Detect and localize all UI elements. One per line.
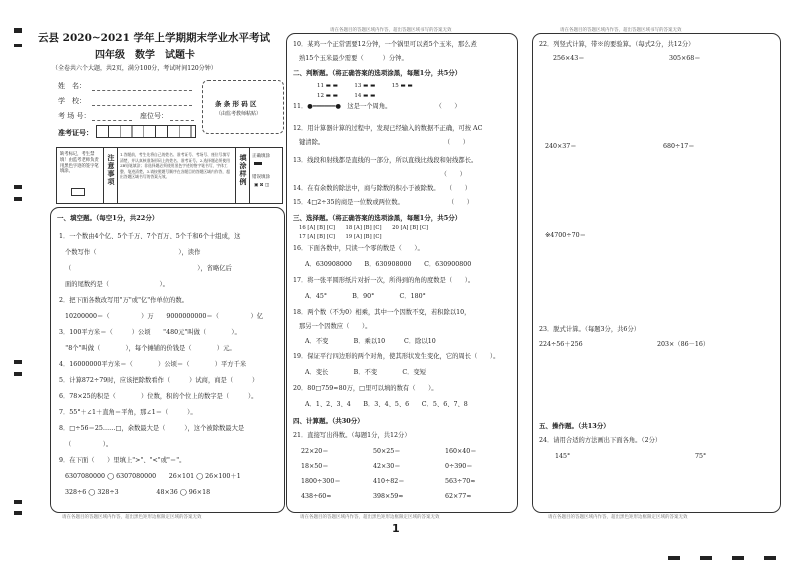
side-mark [14, 185, 22, 189]
q22-prompt: 22．列竖式计算，带※的要验算。（每式2分，共12分） [539, 41, 695, 48]
q16-options: A．630908000 B．630908000 C．630900800 [305, 261, 472, 268]
section-calc: 四、计算题。（共30分） [293, 417, 364, 425]
side-mark [14, 197, 22, 201]
q18-line1: 18．两个数（不为0）相乘，其中一个因数不变，若积除以10， [293, 309, 471, 316]
q17-options: A．45° B．90° C．180° [305, 293, 426, 300]
q23-prompt: 23．脱式计算。（每题3分，共6分） [539, 326, 641, 333]
q4-line: 4．16000000平方米＝（ ）公顷＝（ ）平方千米 [59, 361, 247, 368]
q9-row2: 328÷6 ◯ 328÷3 48×36 ◯ 96×18 [65, 489, 211, 496]
q6-line: 6．78×25的积是（ ）位数，积的个位上的数字是（ ）。 [59, 393, 258, 400]
seat-label: 座位号： [140, 112, 168, 120]
fill-wrong-label: 错误填涂 [252, 175, 270, 180]
q12-line2: 键清除。 （ ） [299, 139, 470, 146]
q1-line3: （ ），省略亿后 [65, 265, 232, 272]
side-mark [14, 511, 22, 515]
calc-item: 62×77≈ [445, 493, 472, 500]
q20-options: A．1、2、3、4 B．3、4、5、6 C．5、6、7、8 [305, 401, 468, 408]
calc-item: 50×25＝ [373, 448, 401, 455]
step-calc-1: 224÷56＋256 [539, 341, 583, 348]
notice-title: 注意事项 [107, 154, 116, 186]
name-label: 姓 名： [58, 82, 86, 90]
q9-row1: 6307080000 ◯ 6307080000 26×101 ◯ 26×100＋1 [65, 473, 241, 480]
answer-panel-2 [286, 33, 518, 513]
bottom-mark [700, 556, 712, 560]
side-mark [14, 360, 22, 364]
q21-prompt: 21．直接写出得数。（每题1分，共12分） [293, 432, 411, 439]
calc-item: 438÷60≈ [301, 493, 332, 500]
judge-row-2[interactable]: 12 ▬ ▬ 14 ▬ ▬ [317, 93, 376, 99]
barcode-title: 条 条 形 码 区 [215, 100, 257, 108]
q1-line1: 1．一个数由4个亿、5个千万、7个百万、5个千和6个十组成，这 [59, 233, 241, 240]
name-field[interactable] [92, 90, 192, 91]
calc-item: 563÷70≈ [445, 478, 476, 485]
q1-line4: 面的尾数约是（ ）。 [65, 281, 169, 288]
absent-mark-box[interactable] [71, 188, 85, 196]
q17-line: 17．将一张平圆形纸片对折一次，所得到的角的度数是（ ）。 [293, 277, 475, 284]
q8-line: 8．□÷56＝25……□，余数最大是（ ），这个被除数最大是 [59, 425, 245, 432]
calc-item: 1800÷300＝ [301, 478, 341, 485]
q10-line1: 10．某鸡一个正常需要12分钟，一个锅里可以煮5个玉米，那么煮 [293, 41, 477, 48]
calc-item: 42×30＝ [373, 463, 401, 470]
fill-title: 填涂样例 [239, 154, 248, 186]
exam-room-field[interactable] [92, 120, 132, 121]
q2-items: 10200000＝（ ）万 9000000000＝（ ）亿 [65, 313, 264, 320]
answer-panel-1 [50, 207, 285, 513]
side-mark [14, 372, 22, 376]
q16-line: 16．下面各数中，只读一个零的数是（ ）。 [293, 245, 424, 252]
vertical-calc-1: 256×43＝ [553, 55, 585, 62]
fill-wrong-sample: ▣ ⊠ ◫ [254, 183, 270, 188]
q14-line: 14．在有余数的除法中，商与除数的积小于被除数。 （ ） [293, 185, 472, 192]
section-judge: 二、判断题。（将正确答案的选项涂黑，每题1分，共5分） [293, 69, 462, 77]
choice-row-2[interactable]: 17 [A] [B] [C] 19 [A] [B] [C] [299, 234, 382, 240]
calc-item: 0÷390＝ [445, 463, 473, 470]
q13-line1: 13．线段和射线都是直线的一部分，所以直线比线段和射线都长。 [293, 157, 478, 164]
side-mark [14, 500, 22, 504]
notice-box [56, 147, 283, 204]
school-field[interactable] [92, 105, 192, 106]
q8-line2: （ ）。 [65, 441, 113, 448]
angle-145: 145° [555, 453, 571, 460]
id-boxes[interactable] [96, 125, 196, 138]
answer-panel-3 [532, 33, 781, 513]
exam-info: （全卷共六个大题，共2页，满分100分，考试时间120分钟） [52, 65, 217, 72]
bottom-mark [668, 556, 680, 560]
calc-item: 398×59≈ [373, 493, 404, 500]
angle-75: 75° [695, 453, 707, 460]
q3-line1: 3．100平方米＝（ ）公顷 "480元"叫做（ ）。 [59, 329, 241, 336]
panel2-top-note: 请在各题目的答题区域内作答，超出答题区域书写的答案无效 [330, 28, 452, 33]
corner-mark [14, 28, 22, 33]
q15-line: 15．4□2÷35的商是一位数或两位数。 （ ） [293, 199, 474, 206]
bottom-mark [764, 556, 776, 560]
q5-line: 5．计算872÷79时，应该把除数看作（ ）试商，商是（ ） [59, 377, 259, 384]
exam-title: 云县 2020~2021 学年上学期期末学业水平考试 [38, 32, 271, 44]
panel1-bottom-note: 请在各题目的答题区域内作答，超出黑色矩形边框限定区域的答案无效 [62, 515, 202, 520]
fill-right-sample [254, 162, 262, 165]
q19-options: A．变长 B．不变 C．变短 [305, 369, 427, 376]
panel2-bottom-note: 请在各题目的答题区域内作答，超出黑色矩形边框限定区域的答案无效 [300, 515, 440, 520]
section-fill-blank: 一、填空题。（每空1分，共22分） [57, 214, 159, 222]
q10-line2: 熟15个玉米最少需要（ ）分钟。 [299, 55, 408, 62]
q12-line1: 12．用计算器计算的过程中，发现已经输入的数据不正确，可按 AC [293, 125, 483, 132]
calc-item: 410÷82＝ [373, 478, 405, 485]
panel3-bottom-note: 请在各题目的答题区域内作答，超出黑色矩形边框限定区域的答案无效 [548, 515, 688, 520]
q1-line2: 个数写作（ ），读作 [65, 249, 201, 256]
q9-prompt: 9．在下面（ ）里填上">"、"<"或"＝"。 [59, 457, 186, 464]
vertical-calc-3: 240×37＝ [545, 143, 577, 150]
exam-room-label: 考 场 号： [58, 112, 91, 120]
bottom-mark [732, 556, 744, 560]
absent-note: 缺考标记，考生禁填！由监考老师负责用黑色字迹的签字笔填涂。 [60, 152, 99, 175]
notice-items: 1.答题前，考生先将自己的姓名、准考证号、考场号、座位号填写清楚，并认真核准条形码上的姓名、准考证号。2.选择题必须使用2B铅笔填涂；非选择题必须使用黑色字迹的签字笔书写，字体工整、笔迹清楚。3.请按照题号顺序在各题目的答题区域内作答，超出答题区域书写的答案无效。 [120, 152, 230, 179]
calc-item: 22×20＝ [301, 448, 329, 455]
seat-field[interactable] [170, 120, 194, 121]
calc-item: 160×40＝ [445, 448, 477, 455]
q19-line: 19．保证平行四边形的两个对角，使其形状发生变化，它的周长（ ）。 [293, 353, 500, 360]
vertical-calc-4: 680÷17＝ [663, 143, 695, 150]
step-calc-2: 203×（86－16） [657, 341, 710, 348]
q11-line: 11．●━━━━━━● 这是一个周角。 （ ） [293, 103, 461, 110]
panel3-top-note: 请在各题目的答题区域内作答，超出答题区域书写的答案无效 [560, 28, 682, 33]
q18-line2: 那另一个因数应（ ）。 [299, 323, 372, 330]
q2-prompt: 2．把下面各数改写用"万"或"亿"作单位的数。 [59, 297, 188, 304]
id-label: 准考证号： [58, 128, 93, 137]
exam-subtitle: 四年级 数学 试题卡 [95, 50, 195, 61]
q24-prompt: 24．请用合适的方法画出下面各角。（2分） [539, 437, 662, 444]
choice-row-1[interactable]: 16 [A] [B] [C] 18 [A] [B] [C] 20 [A] [B] [C] [299, 225, 429, 231]
vertical-calc-2: 305×68＝ [669, 55, 701, 62]
q20-line: 20．80□759≈80万，□里可以填的数有（ ）。 [293, 385, 438, 392]
section-operation: 五、操作题。（共13分） [539, 422, 610, 430]
barcode-area [202, 80, 284, 134]
vertical-calc-5: ※4700÷70＝ [545, 232, 586, 239]
corner-mark [14, 44, 22, 47]
page-number: 1 [392, 522, 400, 535]
barcode-sub: （由监考教师粘贴） [216, 111, 262, 117]
calc-item: 18×50＝ [301, 463, 329, 470]
q18-options: A．不变 B．乘以10 C．除以10 [305, 338, 436, 345]
q13-line2: （ ） [299, 171, 466, 178]
fill-right-label: 正确填涂 [252, 154, 270, 159]
school-label: 学 校： [58, 97, 86, 105]
judge-row-1[interactable]: 11 ▬ ▬ 13 ▬ ▬ 15 ▬ ▬ [317, 83, 413, 89]
q3-line2: "8个"叫做（ ），每个摊铺的价钱是（ ）元。 [59, 345, 236, 352]
q7-line: 7．55°＋∠1＋直角＝平角，那∠1＝（ ）。 [59, 409, 197, 416]
section-choice: 三、选择题。（将正确答案的选项涂黑，每题1分，共5分） [293, 214, 462, 222]
